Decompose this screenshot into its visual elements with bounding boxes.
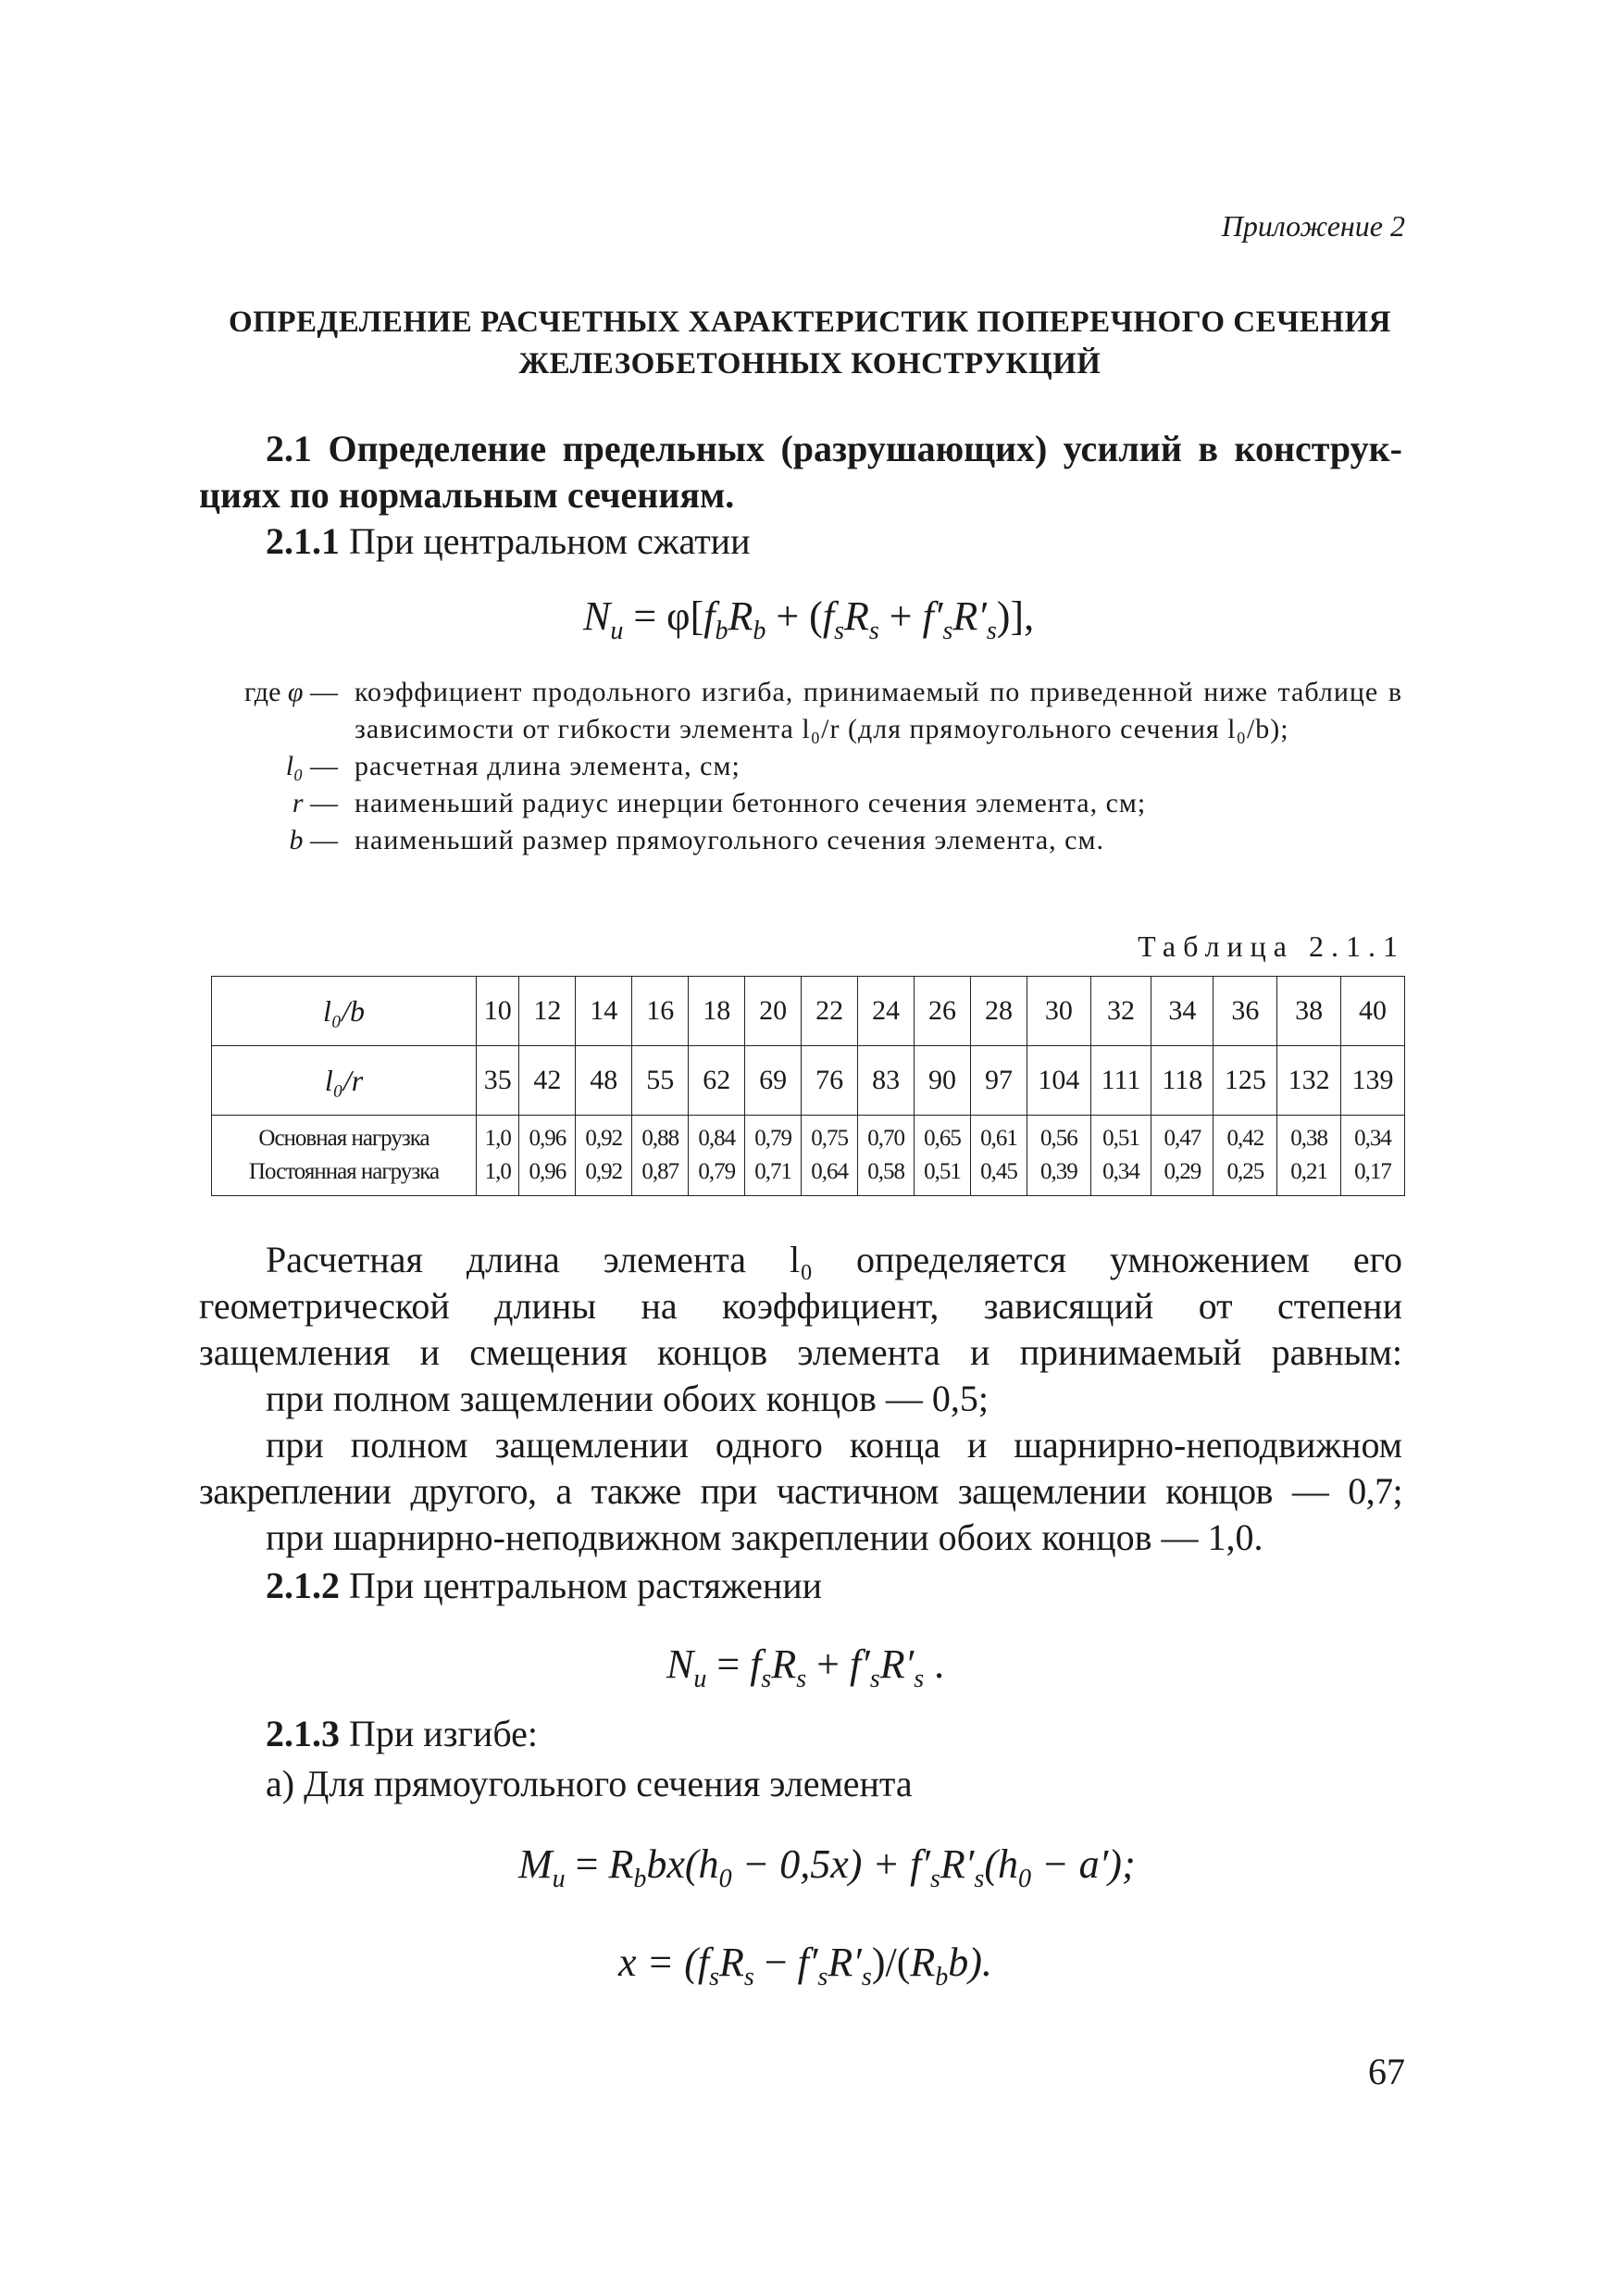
definition-row: r — наименьший радиус инерции бетонного сечения элемента, см; xyxy=(292,788,1147,818)
section-number: 2.1.1 xyxy=(266,520,340,562)
table-row-loads xyxy=(212,1116,1405,1196)
table-caption: Таблица 2.1.1 xyxy=(1138,930,1405,963)
table-cell: 83 xyxy=(858,1046,915,1116)
table-cell: 22 xyxy=(802,977,858,1046)
definition-row: l₀ — расчетная длина элемента, см; xyxy=(285,751,741,781)
section-number: 2.1.3 xyxy=(266,1713,340,1754)
table-cell: 32 xyxy=(1090,977,1151,1046)
table-cell: 36 xyxy=(1214,977,1277,1046)
table-cell: 111 xyxy=(1090,1046,1151,1116)
main-load-label: Основная нагрузка xyxy=(258,1126,429,1151)
table-cell: 90 xyxy=(915,1046,971,1116)
table-cell: 35 xyxy=(477,1046,519,1116)
permanent-load-value: 0,34 xyxy=(1102,1159,1139,1184)
table-cell: 42 xyxy=(519,1046,576,1116)
table-cell-loads xyxy=(1214,1116,1277,1196)
appendix-label: Приложение 2 xyxy=(1221,209,1405,243)
table-cell-loads xyxy=(1277,1116,1341,1196)
table-cell-loads xyxy=(802,1116,858,1196)
table-cell-loads xyxy=(1151,1116,1214,1196)
variable-definitions xyxy=(199,674,1402,859)
definition-row: где φ — коэффициент продольного изгиба, принимаемый по приведенной ниже таблице в зависимости от гибкости элемента l₀/r (для прямоугольного сечения l₀/b); xyxy=(244,677,1402,744)
main-load-value: 0,84 xyxy=(698,1126,736,1151)
main-load-value: 0,51 xyxy=(1102,1126,1139,1151)
table-cell-loads xyxy=(519,1116,576,1196)
table-cell-loads xyxy=(971,1116,1027,1196)
permanent-load-value: 0,45 xyxy=(980,1159,1017,1184)
table-cell: 40 xyxy=(1341,977,1405,1046)
table-cell: 30 xyxy=(1027,977,1090,1046)
formula-compression-zone-height: $x = (f_sR_s - f'_sR'_s)/(R_bb)$. xyxy=(618,1940,992,1991)
table-cell: 132 xyxy=(1277,1046,1341,1116)
table-cell-loads xyxy=(915,1116,971,1196)
table-cell-loads xyxy=(1090,1116,1151,1196)
table-cell: 76 xyxy=(802,1046,858,1116)
paragraph-line: при полном защемлении одного конца и шарнирно-неподвижном xyxy=(266,1424,1402,1466)
table-cell: 26 xyxy=(915,977,971,1046)
paragraph-line: Расчетная длина элемента l₀ определяется умножением его xyxy=(266,1239,1402,1280)
permanent-load-value: 0,92 xyxy=(585,1159,623,1184)
section-2-1-heading-line-2: циях по нормальным сечениям. xyxy=(199,474,735,516)
permanent-load-value: 0,58 xyxy=(867,1159,904,1184)
permanent-load-value: 0,17 xyxy=(1354,1159,1391,1184)
permanent-load-value: 1,0 xyxy=(484,1159,511,1184)
definition-row: b — наименьший размер прямоугольного сечения элемента, см. xyxy=(289,825,1104,855)
permanent-load-value: 0,87 xyxy=(641,1159,679,1184)
table-cell: 24 xyxy=(858,977,915,1046)
formula-axial-compression: $N_u = \varphi[f_bR_b + (f_sR_s + f'_sR'_s)]$, xyxy=(583,593,1035,645)
page-number: 67 xyxy=(1368,2051,1405,2092)
main-load-value: 0,75 xyxy=(811,1126,848,1151)
table-cell: 20 xyxy=(745,977,802,1046)
permanent-load-value: 0,79 xyxy=(698,1159,736,1184)
main-load-value: 0,56 xyxy=(1039,1126,1077,1151)
permanent-load-label: Постоянная нагрузка xyxy=(248,1159,440,1184)
permanent-load-value: 0,39 xyxy=(1039,1159,1077,1184)
main-load-value: 0,88 xyxy=(641,1126,679,1151)
permanent-load-value: 0,96 xyxy=(529,1159,566,1184)
title-line-1: ОПРЕДЕЛЕНИЕ РАСЧЕТНЫХ ХАРАКТЕРИСТИК ПОПЕРЕЧНОГО СЕЧЕНИЯ xyxy=(229,306,1391,339)
row-header-l0-r: l₀/r xyxy=(212,1046,477,1116)
table-cell: 10 xyxy=(477,977,519,1046)
permanent-load-value: 0,29 xyxy=(1164,1159,1201,1184)
table-cell: 104 xyxy=(1027,1046,1090,1116)
table-cell-loads xyxy=(689,1116,745,1196)
section-number: 2.1.2 xyxy=(266,1565,340,1606)
main-load-value: 0,34 xyxy=(1354,1126,1391,1151)
main-load-value: 0,70 xyxy=(867,1126,904,1151)
table-cell-loads xyxy=(632,1116,689,1196)
buckling-coefficient-table xyxy=(211,976,1405,1196)
table-cell-loads xyxy=(576,1116,632,1196)
table-cell-loads xyxy=(1341,1116,1405,1196)
title-line-2: ЖЕЛЕЗОБЕТОННЫХ КОНСТРУКЦИЙ xyxy=(518,347,1101,381)
table-row-l0-b xyxy=(212,977,1405,1046)
main-load-value: 0,96 xyxy=(529,1126,566,1151)
table-cell: 14 xyxy=(576,977,632,1046)
main-load-value: 0,42 xyxy=(1226,1126,1264,1151)
paragraph-line: закреплении другого, а также при частичном защемлении концов — 0,7; xyxy=(199,1470,1402,1512)
section-2-1-3-heading xyxy=(199,1711,1402,1757)
table-cell: 125 xyxy=(1214,1046,1277,1116)
formula-axial-tension: $N_u = f_sR_s + f'_sR'_s$ . xyxy=(666,1641,945,1693)
section-2-1-heading-line-1: 2.1 Определение предельных (разрушающих) усилий в конструк- xyxy=(266,428,1402,469)
section-text: При центральном растяжении xyxy=(349,1565,823,1606)
paragraph-line: при полном защемлении обоих концов — 0,5; xyxy=(266,1378,989,1419)
section-2-1-heading xyxy=(199,426,1402,518)
table-cell-loads xyxy=(1027,1116,1090,1196)
row-header-l0-b: l₀/b xyxy=(212,977,477,1046)
section-text: При центральном сжатии xyxy=(349,520,751,562)
main-load-value: 0,65 xyxy=(924,1126,961,1151)
section-text: При изгибе: xyxy=(349,1713,539,1754)
page-title xyxy=(199,302,1421,385)
table-cell: 48 xyxy=(576,1046,632,1116)
item-a-text: а) Для прямоугольного сечения элемента xyxy=(266,1763,913,1804)
section-2-1-1-heading xyxy=(199,518,1402,565)
table-cell-loads xyxy=(477,1116,519,1196)
main-load-value: 0,38 xyxy=(1290,1126,1327,1151)
main-load-value: 0,79 xyxy=(754,1126,792,1151)
table-cell: 18 xyxy=(689,977,745,1046)
section-2-1-2-heading xyxy=(199,1563,1402,1609)
permanent-load-value: 0,21 xyxy=(1290,1159,1327,1184)
table-cell: 139 xyxy=(1341,1046,1405,1116)
permanent-load-value: 0,64 xyxy=(811,1159,848,1184)
table-cell-loads xyxy=(745,1116,802,1196)
table-row-l0-r xyxy=(212,1046,1405,1116)
paragraph-line: защемления и смещения концов элемента и принимаемый равным: xyxy=(199,1331,1402,1373)
table-cell: 62 xyxy=(689,1046,745,1116)
row-header-loads xyxy=(212,1116,477,1196)
paragraph-line: при шарнирно-неподвижном закреплении обоих концов — 1,0. xyxy=(266,1516,1263,1558)
main-load-value: 0,47 xyxy=(1164,1126,1201,1151)
table-cell: 28 xyxy=(971,977,1027,1046)
main-load-value: 1,0 xyxy=(484,1126,511,1151)
table-cell: 12 xyxy=(519,977,576,1046)
table-cell: 69 xyxy=(745,1046,802,1116)
table-cell: 97 xyxy=(971,1046,1027,1116)
permanent-load-value: 0,25 xyxy=(1226,1159,1264,1184)
table-cell: 34 xyxy=(1151,977,1214,1046)
formula-bending-moment: $M_u = R_bbx(h_0 - 0,5x) + f'_sR'_s(h_0 - a')$; xyxy=(518,1841,1136,1893)
table-cell: 55 xyxy=(632,1046,689,1116)
paragraph-line: геометрической длины на коэффициент, зависящий от степени xyxy=(199,1285,1402,1327)
main-load-value: 0,61 xyxy=(980,1126,1017,1151)
table-cell: 38 xyxy=(1277,977,1341,1046)
main-load-value: 0,92 xyxy=(585,1126,623,1151)
effective-length-paragraph xyxy=(199,1237,1402,1561)
permanent-load-value: 0,51 xyxy=(924,1159,961,1184)
permanent-load-value: 0,71 xyxy=(754,1159,792,1184)
table-cell: 16 xyxy=(632,977,689,1046)
table-cell: 118 xyxy=(1151,1046,1214,1116)
table-cell-loads xyxy=(858,1116,915,1196)
